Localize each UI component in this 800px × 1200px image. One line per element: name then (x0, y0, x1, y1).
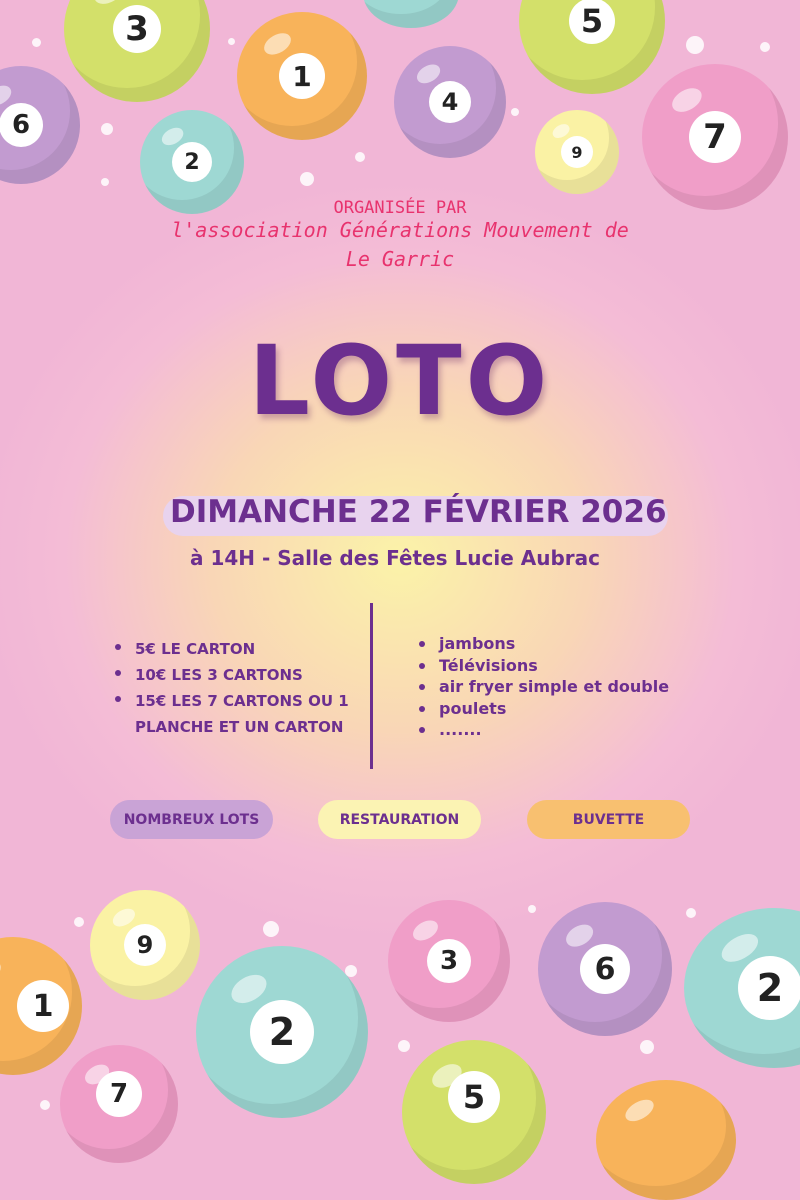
prize-item: jambons (417, 633, 717, 655)
lottery-ball (90, 890, 200, 1000)
ball-number: 9 (124, 924, 166, 966)
ball-number: 7 (689, 111, 741, 163)
lottery-ball (363, 0, 459, 28)
bubble (300, 172, 314, 186)
ball-number: 3 (427, 939, 471, 983)
ball-number: 2 (738, 956, 800, 1020)
event-date: DIMANCHE 22 FÉVRIER 2026 (170, 494, 667, 530)
lottery-ball (596, 1080, 736, 1200)
prize-item: poulets (417, 698, 717, 720)
bubble (228, 38, 235, 45)
lottery-ball (64, 0, 210, 102)
bubble (32, 38, 41, 47)
organizer-town: Le Garric (345, 247, 455, 271)
lottery-ball (538, 902, 672, 1036)
lottery-ball (60, 1045, 178, 1163)
bubble (101, 178, 109, 186)
bubble (686, 908, 696, 918)
ball-number: 9 (561, 136, 593, 168)
event-time-place: à 14H - Salle des Fêtes Lucie Aubrac (190, 546, 601, 570)
ball-number: 3 (113, 5, 161, 53)
lottery-ball (0, 937, 82, 1075)
lottery-ball (535, 110, 619, 194)
bubble (40, 1100, 50, 1110)
price-item: 5€ LE CARTON (113, 636, 373, 662)
lottery-ball (519, 0, 665, 94)
ball-number: 2 (250, 1000, 314, 1064)
lottery-ball (237, 12, 367, 140)
lottery-ball (0, 66, 80, 184)
lottery-ball (684, 908, 800, 1068)
prize-item: Télévisions (417, 655, 717, 677)
ball-number: 5 (448, 1071, 500, 1123)
page-title: LOTO (248, 325, 552, 437)
bubble (760, 42, 770, 52)
lottery-ball (394, 46, 506, 158)
price-item: 10€ LES 3 CARTONS (113, 662, 373, 688)
prize-item: air fryer simple et double (417, 676, 717, 698)
prize-item: ....... (417, 719, 717, 741)
ball-number: 1 (279, 53, 325, 99)
badge-food: RESTAURATION (318, 800, 481, 839)
ball-number: 6 (0, 103, 43, 147)
ball-number: 5 (569, 0, 615, 44)
bubble (355, 152, 365, 162)
ball-number: 6 (580, 944, 630, 994)
ball-number: 4 (429, 81, 471, 123)
bubble (640, 1040, 654, 1054)
price-item: 15€ LES 7 CARTONS OU 1 PLANCHE ET UN CARTON (113, 688, 373, 740)
bubble (101, 123, 113, 135)
bubble (398, 1040, 410, 1052)
lottery-ball (642, 64, 788, 210)
ball-number: 2 (172, 142, 212, 182)
prize-list (417, 633, 717, 741)
ball-number: 1 (17, 980, 69, 1032)
lottery-ball (388, 900, 510, 1022)
lottery-ball (196, 946, 368, 1118)
lottery-ball (402, 1040, 546, 1184)
column-divider (370, 603, 373, 769)
organizer-name: l'association Générations Mouvement de (171, 218, 629, 242)
bubble (263, 921, 279, 937)
badge-bar: BUVETTE (527, 800, 690, 839)
price-list (113, 636, 373, 740)
ball-number: 7 (96, 1071, 142, 1117)
badge-lots: NOMBREUX LOTS (110, 800, 273, 839)
bubble (686, 36, 704, 54)
bubble (74, 917, 84, 927)
bubble (511, 108, 519, 116)
bubble (528, 905, 536, 913)
organizer-label: ORGANISÉE PAR (333, 198, 467, 218)
